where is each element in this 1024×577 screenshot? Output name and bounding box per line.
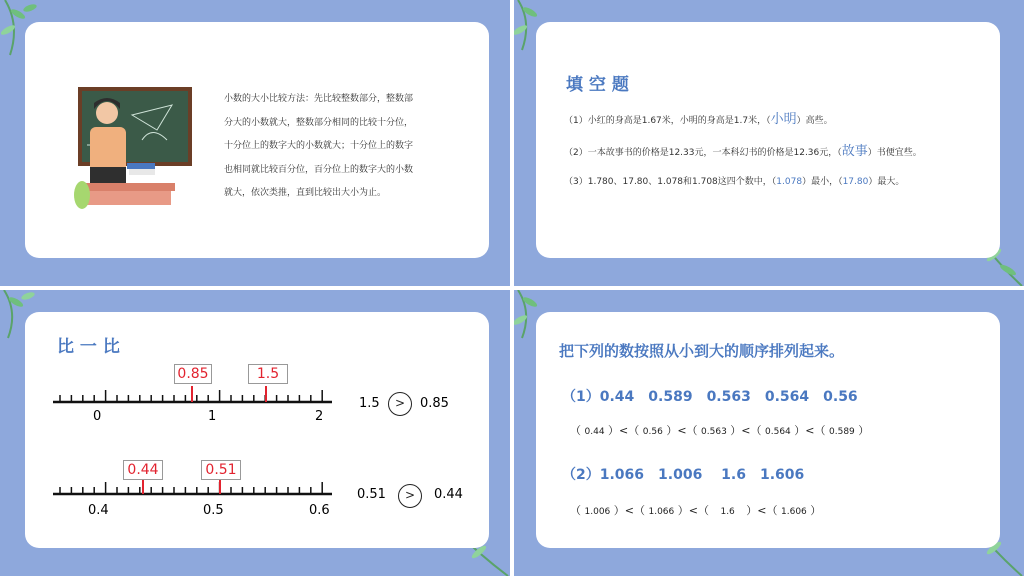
tick-label: 0.6 (309, 503, 330, 518)
para-line: 十分位上的数字大的小数就大；十分位上的数字 (224, 141, 414, 151)
less-than: < (805, 424, 815, 437)
answer: 0.589 (829, 427, 855, 437)
slide-4 (514, 290, 1024, 576)
answer-row-1 (570, 422, 869, 438)
paren: ） (730, 424, 742, 437)
question-2 (564, 140, 922, 159)
answer: 1.078 (776, 177, 803, 187)
question-text: ）最大。 (868, 177, 905, 187)
answer: 1.6 (720, 507, 735, 517)
paren: （ (570, 424, 581, 437)
tick-label: 0 (93, 409, 102, 424)
value-box: 0.51 (201, 460, 241, 480)
paren: ） (794, 424, 806, 437)
number-line-2 (50, 478, 340, 502)
paren: （ (766, 504, 778, 517)
paren: ） (858, 424, 870, 437)
less-than: < (624, 504, 634, 517)
compare-left: 0.51 (357, 487, 386, 502)
question-3 (564, 174, 904, 187)
comparison-method-paragraph (224, 88, 413, 206)
paren: ） (666, 424, 678, 437)
para-line: 也相同就比较百分位，百分位上的数字大的小数 (224, 164, 414, 175)
answer: 小明 (770, 112, 797, 127)
question-2: （2）1.066 1.006 1.6 1.606 (562, 467, 805, 483)
less-than: < (688, 504, 698, 517)
compare-left: 1.5 (359, 396, 380, 411)
page-title: 填 空 题 (566, 75, 629, 95)
paren: ） (677, 504, 689, 517)
paren: ） (613, 504, 625, 517)
page-title: 比 一 比 (57, 337, 120, 357)
less-than: < (619, 424, 629, 437)
paren: ） (746, 504, 758, 517)
paren: ） (810, 504, 822, 517)
value-box: 0.85 (174, 364, 212, 384)
compare-symbol: > (388, 392, 412, 416)
answer: 0.44 (584, 427, 605, 437)
paren: （ (814, 424, 826, 437)
answer: 1.066 (648, 507, 675, 517)
question-1: （1）0.44 0.589 0.563 0.564 0.56 (562, 389, 858, 405)
answer: 故事 (841, 144, 868, 159)
para-line: 分大的小数就大，整数部分相同的比较十分位， (224, 117, 414, 128)
question-text: ）书便宜些。 (867, 148, 922, 158)
teacher-illustration (72, 85, 197, 210)
question-1 (564, 108, 833, 127)
para-line: 就大，依次类推，直到比较出大小为止。 (224, 188, 387, 198)
answer: 1.606 (781, 507, 807, 517)
compare-right: 0.44 (434, 487, 463, 502)
para-line: 小数的大小比较方法：先比较整数部分，整数部 (224, 94, 414, 104)
question-text: （1）小红的身高是1.67米，小明的身高是1.7米，（ (564, 116, 771, 126)
page-title: 把下列的数按照从小到大的顺序排列起来。 (559, 342, 845, 360)
tick-label: 2 (315, 409, 324, 424)
slide-1 (0, 0, 510, 286)
paren: （ (750, 424, 762, 437)
tick-label: 0.4 (88, 503, 109, 518)
answer: 1.006 (584, 507, 611, 517)
paren: （ (697, 504, 709, 517)
value-box: 0.44 (123, 460, 163, 480)
tick-label: 0.5 (203, 503, 224, 518)
answer-row-2 (570, 502, 821, 518)
paren: （ (570, 504, 581, 517)
question-text: （2）一本故事书的价格是12.33元，一本科幻书的价格是12.36元，（ (564, 148, 842, 158)
paren: （ (633, 504, 645, 517)
compare-right: 0.85 (420, 396, 449, 411)
paren: （ (686, 424, 698, 437)
answer: 0.56 (642, 427, 663, 437)
compare-symbol: > (398, 484, 422, 508)
number-line-1 (50, 386, 340, 410)
less-than: < (741, 424, 751, 437)
value-box: 1.5 (248, 364, 288, 384)
answer: 0.563 (701, 427, 727, 437)
question-text: （3）1.780、17.80、1.078和1.708这四个数中，（ (564, 177, 777, 187)
less-than: < (757, 504, 767, 517)
answer: 0.564 (765, 427, 791, 437)
slide-3 (0, 290, 510, 576)
tick-label: 1 (208, 409, 217, 424)
less-than: < (677, 424, 687, 437)
paren: （ (628, 424, 640, 437)
answer: 17.80 (842, 177, 869, 187)
paren: ） (608, 424, 620, 437)
question-text: ）高些。 (796, 116, 833, 126)
question-text: ）最小，（ (802, 177, 843, 187)
slide-2 (514, 0, 1024, 286)
